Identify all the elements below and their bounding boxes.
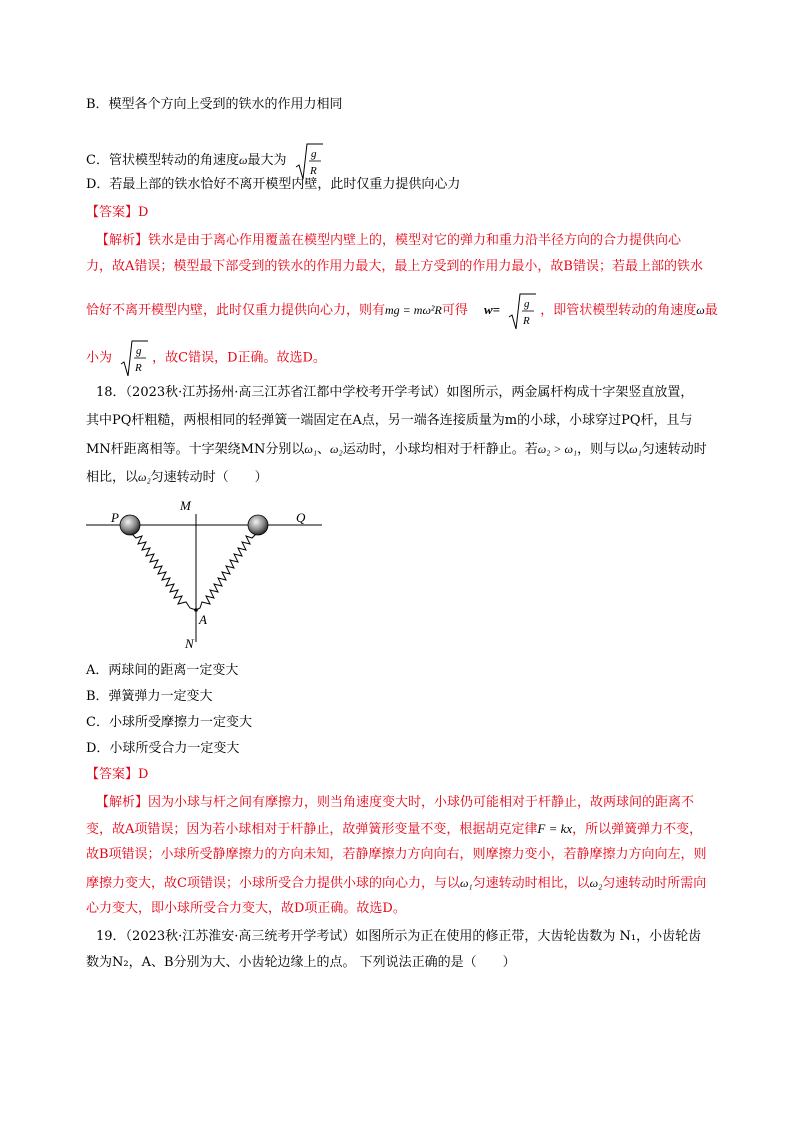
q18-l3-text1: MN杆距离相等。十字架绕MN分别以: [86, 442, 305, 457]
q17-explanation-line1: 【解析】铁水是由于离心作用覆盖在模型内壁上的，模型对它的弹力和重力沿半径方向的合力提供向心: [96, 233, 682, 248]
q18-explanation-line2: [86, 820, 702, 839]
q18-explanation-line1: 【解析】因为小球与杆之间有摩擦力，则当角速度变大时，小球仍可能相对于杆静止，故两球间的距离不: [96, 795, 695, 810]
q18-stem-line2: 其中PQ杆粗糙，两根相同的轻弹簧一端固定在A点，另一端各连接质量为m的小球，小球穿过PQ杆，且与: [86, 413, 693, 428]
ball-left: [120, 515, 140, 535]
q18-exp4-text1: 摩擦力变大，故C项错误；小球所受合力提供小球的向心力，与以: [86, 876, 460, 891]
q17-exp3-text3: ，即管状模型转动的角速度: [540, 303, 697, 318]
label-p: P: [111, 510, 119, 525]
q18-exp2-text2: ，所以弹簧弹力不变，: [572, 822, 703, 837]
q18-l3-text3: 运动时，小球均相对于杆静止。若: [342, 442, 538, 457]
fraction-numerator: g: [310, 147, 317, 160]
sqrt-g-over-r-3: [119, 338, 149, 378]
fraction-denominator: R: [523, 314, 530, 327]
point-a: [194, 608, 198, 612]
fraction-numerator: g: [136, 345, 142, 357]
fraction-denominator: R: [309, 164, 317, 177]
q17-explanation-line3: [86, 288, 718, 332]
omega2-symbol: ω₂: [330, 442, 343, 456]
q18-option-d: D．小球所受合力一定变大: [86, 741, 240, 756]
omega-symbol: ω: [696, 303, 705, 317]
omega-symbol: ω: [238, 153, 248, 167]
ball-right: [248, 515, 268, 535]
omega2-symbol: ω₂: [589, 876, 603, 890]
q19-stem-line2: 数为N₂，A、B分别为大、小齿轮边缘上的点。 下列说法正确的是（ ）: [86, 955, 516, 970]
hooke-law: F = kx: [537, 821, 573, 836]
q18-option-b: B．弹簧弹力一定变大: [86, 689, 213, 704]
q17-exp4-text1: 小为: [86, 350, 113, 366]
q17-exp3-text4: 最: [704, 303, 718, 318]
cross-frame-spring-diagram: [86, 492, 326, 652]
q18-explanation-line3: 故B项错误；小球所受静摩擦力的方向未知，若静摩擦力方向向右，则摩擦力变小，若静摩擦力方向向左，则: [86, 847, 707, 862]
q17-option-c: [86, 140, 327, 180]
sqrt-g-over-r: [294, 141, 324, 181]
q17-option-c-text: C．管状模型转动的角速度: [86, 153, 239, 168]
q18-answer: 【答案】D: [86, 767, 149, 782]
fraction-numerator: g: [524, 297, 530, 310]
q17-exp3-text1: 恰好不离开模型内壁，此时仅重力提供向心力，则有: [86, 303, 386, 318]
q18-exp4-text2: 匀速转动时相比，以: [472, 876, 590, 891]
q18-l4-text2: 匀速转动时（ ）: [150, 470, 268, 485]
label-n: N: [185, 636, 194, 651]
q18-explanation-line4: [86, 874, 706, 893]
q17-explanation-line2: 力，故A错误；模型最下部受到的铁水的作用力最大，最上方受到的作用力最小，故B错误；若最上部的铁水: [86, 259, 703, 274]
q18-option-a: A．两球间的距离一定变大: [86, 663, 239, 678]
q18-option-c: C．小球所受摩擦力一定变大: [86, 715, 252, 730]
label-q: Q: [296, 510, 306, 525]
q18-exp2-text1: 变，故A项错误；因为若小球相对于杆静止，故弹簧形变量不变，根据胡克定律: [86, 822, 538, 837]
q17-answer: 【答案】D: [86, 205, 149, 220]
w-equals: w=: [484, 302, 501, 317]
q17-option-b: B．模型各个方向上受到的铁水的作用力相同: [86, 97, 343, 112]
fraction-denominator: R: [135, 362, 142, 374]
omega2-symbol: ω₂: [138, 470, 151, 484]
q18-explanation-line5: 心力变大，即小球所受合力变大，故D项正确。故选D。: [86, 901, 406, 916]
spring-right: [196, 532, 258, 610]
q17-option-c-text2: 最大为: [247, 153, 287, 168]
q19-stem-line1: 19．（2023秋·江苏淮安·高三统考开学考试）如图所示为正在使用的修正带，大齿轮齿数为 N₁，小齿轮齿: [96, 929, 702, 944]
q18-stem-line3: [86, 440, 707, 459]
q18-stem-line4: [86, 468, 268, 487]
spring-left: [130, 532, 196, 610]
q18-l3-text2: 、: [317, 442, 331, 457]
omega1-symbol: ω₁: [304, 442, 318, 456]
q18-stem-line1: 18．（2023秋·江苏扬州·高三江苏省江都中学校考开学考试）如图所示，两金属杆构成十字架竖直放置，: [96, 385, 694, 400]
label-a: A: [199, 612, 207, 627]
q18-l4-text1: 相比，以: [86, 470, 139, 485]
sqrt-g-over-r-2: [507, 291, 537, 331]
omega-inequality: ω₂ > ω₁: [537, 442, 578, 456]
q18-l3-text4: ，则与以: [577, 442, 630, 457]
q18-l3-text5: 匀速转动时: [641, 442, 707, 457]
omega1-symbol: ω₁: [459, 876, 473, 890]
equation-mg: mg = mω²R: [385, 303, 442, 317]
q17-explanation-line4: [86, 338, 326, 378]
q17-exp4-text2: ，故C错误，D正确。故选D。: [152, 350, 326, 366]
q17-option-d: D．若最上部的铁水恰好不离开模型内壁，此时仅重力提供向心力: [86, 177, 461, 192]
label-m: M: [180, 498, 191, 513]
q18-exp4-text3: 匀速转动时所需向: [602, 876, 707, 891]
q17-exp3-text2: 可得: [441, 303, 468, 318]
omega1-symbol: ω₁: [629, 442, 642, 456]
